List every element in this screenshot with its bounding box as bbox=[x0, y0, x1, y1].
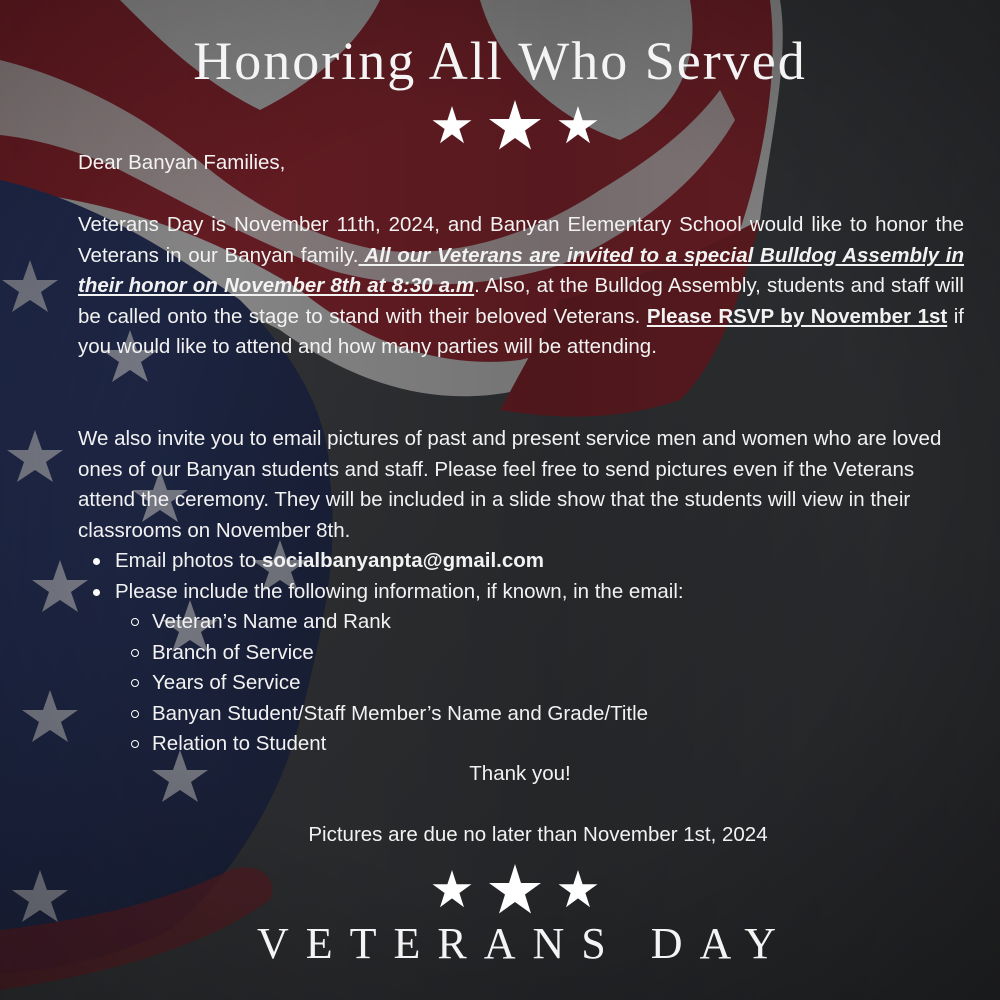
stars-top-icon bbox=[430, 98, 600, 154]
para1-text-3: if you would like to attend and how many parties will be attending. bbox=[78, 304, 964, 358]
instructions-list bbox=[78, 546, 995, 760]
info-sublist bbox=[115, 607, 995, 760]
page-title: Honoring All Who Served bbox=[193, 31, 807, 91]
rsvp-highlight: Please RSVP by November 1st bbox=[646, 304, 948, 328]
sub-item-branch: Branch of Service bbox=[152, 638, 995, 669]
email-prefix: Email photos to bbox=[115, 549, 262, 572]
include-info-text: Please include the following information, if known, in the email: bbox=[115, 579, 684, 603]
list-item-include-info bbox=[115, 577, 995, 760]
sub-item-student-staff: Banyan Student/Staff Member’s Name and Grade/Title bbox=[152, 699, 995, 730]
sub-item-relation: Relation to Student bbox=[152, 729, 995, 760]
stars-bottom-icon bbox=[430, 862, 600, 918]
footer-title: VETERANS DAY bbox=[256, 919, 794, 968]
email-address-link[interactable]: socialbanyanpta@gmail.com bbox=[262, 549, 545, 572]
paragraph-photos-invite: We also invite you to email pictures of past and present service men and women who are loved ones of our Banyan students and staff. Please feel free to send pictures even if the Veterans attend the ceremony. They will be included in a slide show that the students will view in their classrooms on November 8th. bbox=[78, 427, 942, 542]
para1-text-1: Veterans Day is November 11th, 2024, and Banyan Elementary School would like to honor the Veterans in our Banyan family. bbox=[78, 213, 964, 267]
greeting: Dear Banyan Families, bbox=[78, 151, 286, 174]
paragraph-assembly-invite bbox=[78, 210, 964, 363]
thank-you-text: Thank you! bbox=[469, 762, 571, 785]
list-item-email bbox=[115, 546, 995, 577]
sub-item-name-rank: Veteran’s Name and Rank bbox=[152, 607, 995, 638]
assembly-invite-highlight: All our Veterans are invited to a special Bulldog Assembly in their honor on November 8th at 8:30 a.m bbox=[78, 243, 964, 297]
para1-text-2: . Also, at the Bulldog Assembly, students and staff will be called onto the stage to stand with their beloved Veterans. bbox=[78, 274, 964, 328]
due-date-text: Pictures are due no later than November 1st, 2024 bbox=[308, 823, 768, 846]
sub-item-years: Years of Service bbox=[152, 668, 995, 699]
